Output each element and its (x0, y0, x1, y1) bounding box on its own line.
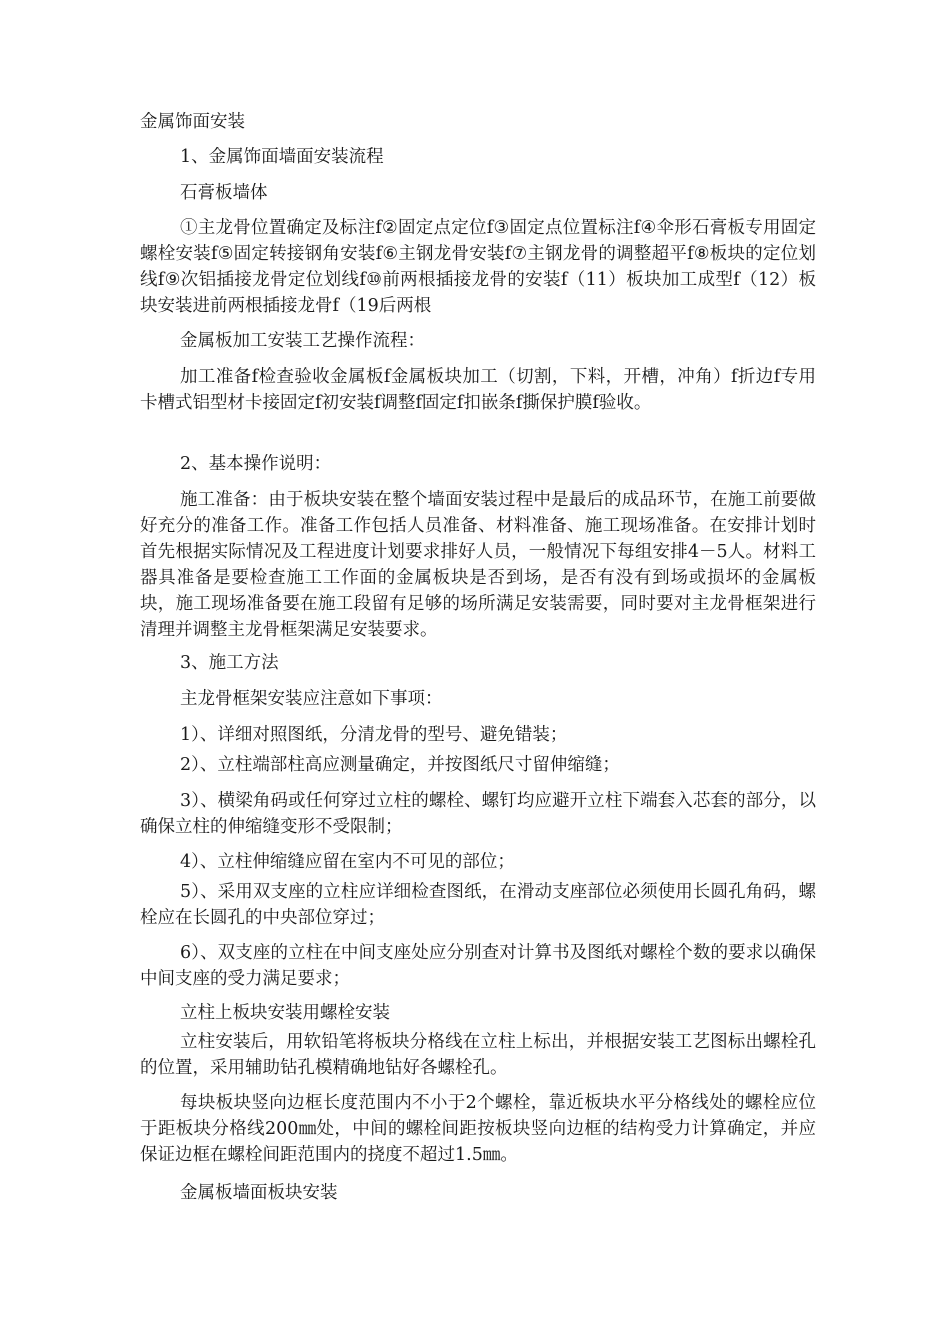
subheading-frame-notes: 主龙骨框架安装应注意如下事项： (180, 689, 443, 709)
list-item-5: 5）、采用双支座的立柱应详细检查图纸，在滑动支座部位必须使用长圆孔角码，螺栓应在长圆孔的中央部位穿过； (140, 882, 816, 928)
subheading-metal-panel-process: 金属板加工安装工艺操作流程： (180, 331, 425, 351)
section-heading-1: 1、金属饰面墙面安装流程 (180, 147, 384, 167)
list-item-6: 6）、双支座的立柱在中间支座处应分别查对计算书及图纸对螺栓个数的要求以确保中间支座的受力满足要求； (140, 943, 816, 989)
list-item-1: 1）、详细对照图纸，分清龙骨的型号、避免错装； (180, 725, 568, 745)
list-item-3: 3）、横梁角码或任何穿过立柱的螺栓、螺钉均应避开立柱下端套入芯套的部分，以确保立柱的伸缩缝变形不受限制； (140, 791, 816, 837)
document-title: 金属饰面安装 (140, 112, 245, 132)
subheading-bolt-install: 立柱上板块安装用螺栓安装 (180, 1003, 390, 1023)
list-item-4: 4）、立柱伸缩缝应留在室内不可见的部位； (180, 852, 515, 872)
paragraph-bolt-spacing: 每块板块竖向边框长度范围内不小于2个螺栓，靠近板块水平分格线处的螺栓应位于距板块分格线200㎜处，中间的螺栓间距按板块竖向边框的结构受力计算确定，并应保证边框在螺栓间距范围内的挠度不超过1.5㎜。 (140, 1093, 816, 1165)
subheading-panel-install: 金属板墙面板块安装 (180, 1183, 338, 1203)
paragraph-metal-panel-process: 加工准备f检查验收金属板f金属板块加工（切割，下料，开槽，冲角）f折边f专用卡槽式铝型材卡接固定f初安装f调整f固定f扣嵌条f撕保护膜f验收。 (140, 367, 816, 413)
list-item-2: 2）、立柱端部柱高应测量确定，并按图纸尺寸留伸缩缝； (180, 755, 620, 775)
subheading-gypsum-wall: 石膏板墙体 (180, 183, 268, 203)
paragraph-process-steps: ①主龙骨位置确定及标注f②固定点定位f③固定点位置标注f④伞形石膏板专用固定螺栓安装f⑤固定转接钢角安装f⑥主钢龙骨安装f⑦主钢龙骨的调整超平f⑧板块的定位划线f⑨次铝插接龙骨定位划线f⑩前两根插接龙骨的安装f（11）板块加工成型f（12）板块安装进前两根插接龙骨f（19后两根 (140, 218, 816, 316)
section-heading-2: 2、基本操作说明： (180, 454, 332, 474)
section-heading-3: 3、施工方法 (180, 653, 279, 673)
paragraph-preparation: 施工准备：由于板块安装在整个墙面安装过程中是最后的成品环节，在施工前要做好充分的准备工作。准备工作包括人员准备、材料准备、施工现场准备。在安排计划时首先根据实际情况及工程进度计划要求排好人员，一般情况下每组安排4－5人。材料工器具准备是要检查施工工作面的金属板块是否到场，是否有没有到场或损坏的金属板块，施工现场准备要在施工段留有足够的场所满足安装需要，同时要对主龙骨框架进行清理并调整主龙骨框架满足安装要求。 (140, 490, 816, 640)
paragraph-bolt-marking: 立柱安装后，用软铅笔将板块分格线在立柱上标出，并根据安装工艺图标出螺栓孔的位置，采用辅助钻孔模精确地钻好各螺栓孔。 (140, 1032, 816, 1078)
